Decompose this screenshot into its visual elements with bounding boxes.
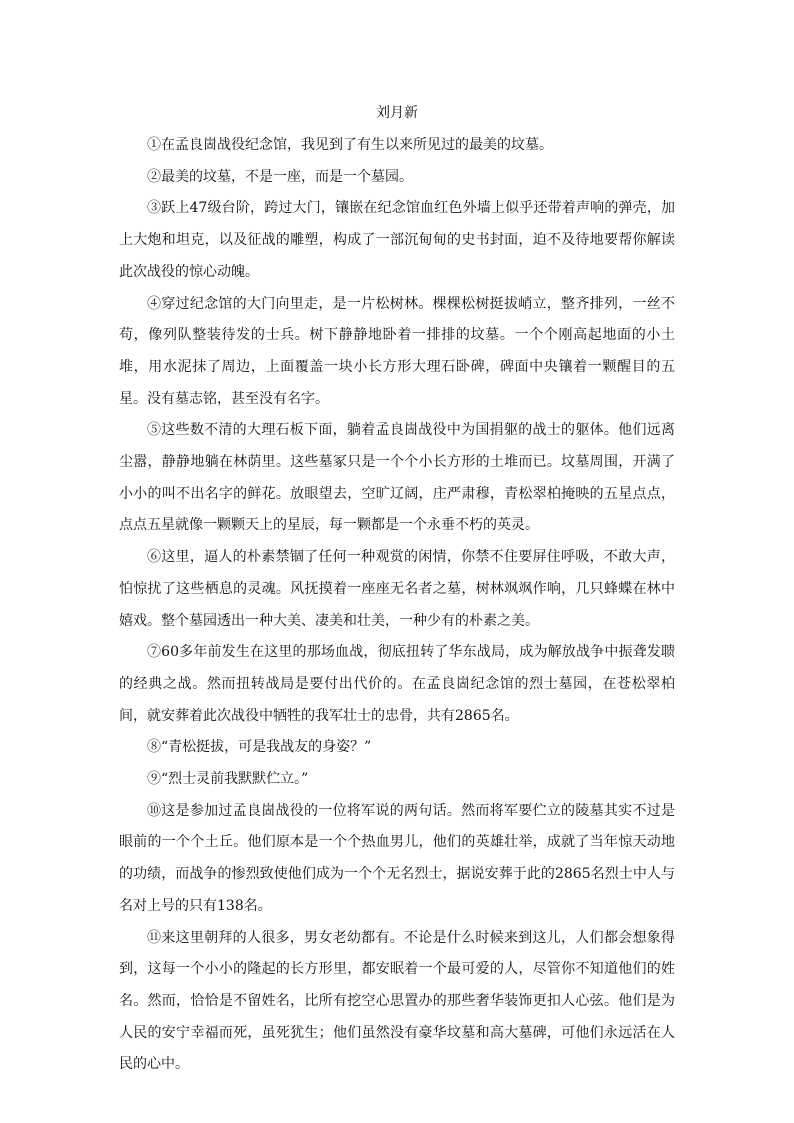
paragraph-5: ⑤这些数不清的大理石板下面，躺着孟良崮战役中为国捐躯的战士的躯体。他们远离尘嚣，静静地躺在林荫里。这些墓冢只是一个个小长方形的土堆而已。坟墓周围，开满了小小的叫不出名字的鲜花。放眼望去，空旷辽阔，庄严肃穆，青松翠柏掩映的五星点点，点点五星就像一颗颗天上的星辰，每一颗都是一个永垂不朽的英灵。 [119, 422, 675, 534]
paragraph-9: ⑨“烈士灵前我默默伫立。” [147, 771, 309, 788]
paragraph-10: ⑩这是参加过孟良崮战役的一位将军说的两句话。然而将军要伫立的陵墓其实不过是眼前的一个个土丘。他们原本是一个个热血男儿，他们的英雄壮举，成就了当年惊天动地的功绩，而战争的惨烈致使他们成为一个个无名烈士，据说安葬于此的2865名烈士中人与名对上号的只有138名。 [119, 802, 675, 914]
article-body [119, 130, 675, 1081]
paragraph-4: ④穿过纪念馆的大门向里走，是一片松树林。棵棵松树挺拔峭立，整齐排列，一丝不苟，像列队整装待发的士兵。树下静静地卧着一排排的坟墓。一个个刚高起地面的小土堆，用水泥抹了周边，上面覆盖一块小长方形大理石卧碑，碑面中央镶着一颗醒目的五星。没有墓志铭，甚至没有名字。 [119, 295, 675, 407]
paragraph-11: ⑪来这里朝拜的人很多，男女老幼都有。不论是什么时候来到这儿，人们都会想象得到，这每一个小小的隆起的长方形里，都安眠着一个最可爱的人，尽管你不知道他们的姓名。然而，恰恰是不留姓名，比所有挖空心思置办的那些奢华装饰更扣人心弦。他们是为人民的安宁幸福而死，虽死犹生；他们虽然没有豪华坟墓和高大墓碑，可他们永远活在人民的心中。 [119, 929, 675, 1073]
author-name: 刘月新 [376, 105, 418, 121]
paragraph-1: ①在孟良崮战役纪念馆，我见到了有生以来所见过的最美的坟墓。 [147, 137, 553, 153]
paragraph-8: ⑧“青松挺拔，可是我战友的身姿？” [147, 739, 372, 756]
paragraph-2: ②最美的坟墓，不是一座，而是一个墓园。 [147, 168, 413, 185]
paragraph-6: ⑥这里，逼人的朴素禁锢了任何一种观赏的闲情，你禁不住要屏住呼吸，不敢大声，怕惊扰了这些栖息的灵魂。风抚摸着一座座无名者之墓，树林飒飒作响，几只蜂蝶在林中嬉戏。整个墓园透出一种大美、凄美和壮美，一种少有的朴素之美。 [119, 549, 675, 629]
paragraph-7: ⑦60多年前发生在这里的那场血战，彻底扭转了华东战局，成为解放战争中振聋发聩的经典之战。然而扭转战局是要付出代价的。在孟良崮纪念馆的烈士墓园，在苍松翠柏间，就安葬着此次战役中牺牲的我军壮士的忠骨，共有2865名。 [119, 644, 675, 724]
paragraph-3: ③跃上47级台阶，跨过大门，镶嵌在纪念馆血红色外墙上似乎还带着声响的弹壳，加上大炮和坦克，以及征战的雕塑，构成了一部沉甸甸的史书封面，迫不及待地要帮你解读此次战役的惊心动魄。 [119, 200, 675, 280]
